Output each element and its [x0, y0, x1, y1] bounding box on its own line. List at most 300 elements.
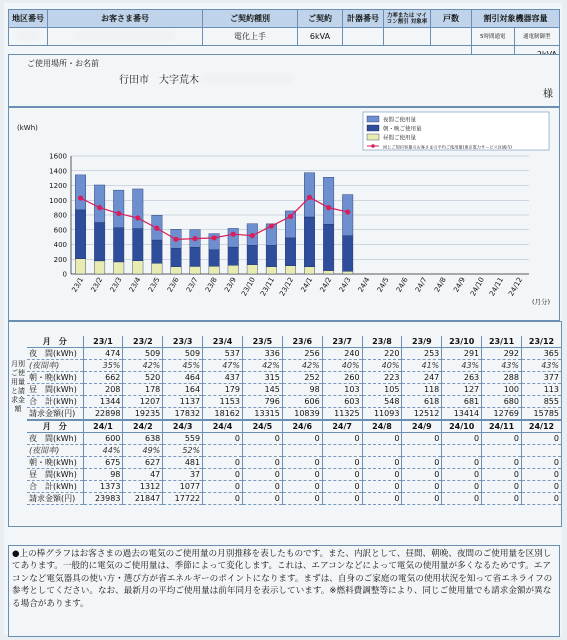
bar-segment — [323, 177, 333, 224]
usage-table — [27, 336, 561, 505]
table-cell — [482, 445, 522, 457]
legend-swatch — [371, 144, 375, 148]
row-label: 月 分 — [27, 420, 83, 433]
table-cell: 24/1 — [83, 420, 123, 433]
table-cell: 40% — [362, 360, 402, 372]
table-cell: 42% — [242, 360, 282, 372]
table-cell: 220 — [362, 348, 402, 360]
table-cell: 600 — [83, 433, 123, 445]
x-tick-label: 24/8 — [433, 276, 448, 294]
y-tick-label: 1400 — [49, 167, 67, 176]
bar-segment — [304, 217, 314, 267]
table-cell: 336 — [242, 348, 282, 360]
table-cell: 0 — [203, 433, 243, 445]
bar-segment — [75, 259, 85, 274]
bar-segment — [113, 228, 123, 262]
table-cell: 24/10 — [442, 420, 482, 433]
table-cell: 0 — [522, 457, 562, 469]
row-label: (夜間率) — [27, 360, 83, 372]
legend-label: 同じご契約容量のお客さまの平均ご使用量(東京電力サービス区域内) — [383, 144, 512, 150]
x-tick-label: 23/6 — [165, 276, 181, 294]
bar-segment — [171, 267, 181, 274]
table-cell: 437 — [203, 372, 243, 384]
table-cell — [362, 445, 402, 457]
table-cell: 13315 — [242, 408, 282, 421]
bar-segment — [266, 267, 276, 274]
table-cell: 113 — [522, 384, 562, 396]
table-cell: 377 — [522, 372, 562, 384]
table-cell: 0 — [402, 481, 442, 493]
table-cell: 0 — [362, 481, 402, 493]
night-row — [27, 348, 561, 360]
x-tick-label: 23/12 — [278, 276, 296, 298]
table-cell: 145 — [242, 384, 282, 396]
honorific: 様 — [543, 89, 553, 100]
x-tick-label: 24/10 — [469, 276, 487, 298]
bar-segment — [247, 265, 257, 274]
legend-swatch — [367, 134, 379, 140]
table-cell: 0 — [242, 457, 282, 469]
bar-segment — [190, 266, 200, 274]
power-factor-value — [384, 28, 431, 46]
y-tick-label: 1000 — [49, 196, 67, 205]
customer-number-label: お客さま番号 — [48, 10, 203, 28]
table-cell: 105 — [362, 384, 402, 396]
average-point — [192, 236, 197, 241]
legend-swatch — [367, 125, 379, 131]
row-label: 請求金額(円) — [27, 408, 83, 421]
table-cell: 0 — [402, 469, 442, 481]
address-text: 行田市 大字荒木 — [119, 71, 292, 86]
table-cell: 15785 — [522, 408, 562, 421]
explanatory-note: ●上の棒グラフはお客さまの過去の電気のご使用量の月別推移を表したものです。また、内訳として、昼間、朝晩、夜間のご使用量を区別してあります。一般的に電気のご使用量は、季節によって変化します。これは、エアコンなどによって電気の使用量が多くなるためです。エアコンなど電気器具の使い方・選び方が省エネルギーのポイントになります。まずは、自身のご家庭の電気の使用状況を知って省エネライフの参考としてください。なお、最新月の平均ご使用量は前年同月を表示しています。※燃料費調整等により、同じご使用量でも請求金額が異なる場合があります。 — [8, 545, 560, 637]
table-cell — [242, 445, 282, 457]
table-cell: 18162 — [203, 408, 243, 421]
table-cell: 520 — [123, 372, 163, 384]
address-label: ご使用場所・お名前 — [27, 59, 99, 68]
table-cell: 509 — [163, 348, 203, 360]
x-tick-label: 24/12 — [507, 276, 525, 298]
household-count-value — [431, 28, 472, 46]
table-cell: 559 — [163, 433, 203, 445]
table-cell: 252 — [282, 372, 322, 384]
row-label: (夜間率) — [27, 445, 83, 457]
table-cell: 481 — [163, 457, 203, 469]
table-cell: 23/7 — [322, 336, 362, 348]
x-tick-label: 23/11 — [259, 276, 277, 298]
bar-segment — [342, 271, 352, 274]
x-tick-label: 23/2 — [89, 276, 105, 294]
bar-segment — [304, 267, 314, 274]
average-point — [307, 195, 312, 200]
table-cell: 23/10 — [442, 336, 482, 348]
table-cell: 24/12 — [522, 420, 562, 433]
y-axis-label: (kWh) — [17, 124, 38, 132]
table-cell: 0 — [282, 469, 322, 481]
table-cell: 240 — [322, 348, 362, 360]
table-cell: 52% — [163, 445, 203, 457]
table-cell: 618 — [402, 396, 442, 408]
table-cell: 0 — [322, 469, 362, 481]
x-tick-label: 24/3 — [337, 276, 353, 294]
table-cell: 0 — [362, 469, 402, 481]
contract-type-value: 電化上手 — [203, 28, 298, 46]
table-cell: 627 — [123, 457, 163, 469]
daytime-row — [27, 469, 561, 481]
average-point — [326, 205, 331, 210]
table-cell: 1153 — [203, 396, 243, 408]
table-cell: 0 — [442, 481, 482, 493]
table-cell: 855 — [522, 396, 562, 408]
table-cell: 24/9 — [402, 420, 442, 433]
bar-segment — [75, 210, 85, 259]
average-point — [345, 209, 350, 214]
table-cell: 23/4 — [203, 336, 243, 348]
table-cell: 22898 — [83, 408, 123, 421]
bar-segment — [190, 247, 200, 266]
x-tick-label: 23/7 — [184, 276, 200, 294]
usage-chart — [8, 107, 560, 321]
row-label: 昼 間(kWh) — [27, 469, 83, 481]
average-point — [269, 223, 274, 228]
table-cell: 0 — [522, 433, 562, 445]
table-cell: 1344 — [83, 396, 123, 408]
x-tick-label: 24/11 — [488, 276, 506, 298]
row-label: 昼 間(kWh) — [27, 384, 83, 396]
average-point — [135, 215, 140, 220]
average-point — [212, 235, 217, 240]
table-cell: 11093 — [362, 408, 402, 421]
night-rate-row — [27, 445, 561, 457]
legend-label: 夜間ご使用量 — [383, 117, 417, 124]
table-cell: 1077 — [163, 481, 203, 493]
bar-segment — [152, 263, 162, 274]
table-cell: 537 — [203, 348, 243, 360]
bar-segment — [342, 195, 352, 236]
bar-segment — [94, 261, 104, 274]
table-cell: 796 — [242, 396, 282, 408]
table-cell: 47% — [203, 360, 243, 372]
table-cell: 0 — [402, 493, 442, 505]
table-cell: 638 — [123, 433, 163, 445]
table-cell: 127 — [442, 384, 482, 396]
customer-number-value — [48, 28, 203, 46]
table-cell: 0 — [402, 457, 442, 469]
y-tick-label: 200 — [53, 255, 67, 264]
table-cell: 606 — [282, 396, 322, 408]
x-tick-label: 23/4 — [127, 276, 143, 294]
table-cell: 23/5 — [242, 336, 282, 348]
table-cell — [402, 445, 442, 457]
table-cell: 103 — [322, 384, 362, 396]
table-cell: 208 — [83, 384, 123, 396]
table-cell: 37 — [163, 469, 203, 481]
household-count-label: 戸数 — [431, 10, 472, 28]
y-tick-label: 600 — [53, 226, 67, 235]
table-cell: 0 — [442, 457, 482, 469]
average-point — [288, 214, 293, 219]
row-label: 夜 間(kWh) — [27, 433, 83, 445]
x-tick-label: 24/1 — [299, 276, 315, 294]
table-cell: 23/6 — [282, 336, 322, 348]
table-cell: 47 — [123, 469, 163, 481]
table-cell: 223 — [362, 372, 402, 384]
bar-segment — [75, 175, 85, 210]
table-cell: 0 — [482, 469, 522, 481]
table-cell: 23/3 — [163, 336, 203, 348]
bill-sheet — [4, 3, 562, 635]
table-cell: 0 — [203, 469, 243, 481]
bar-segment — [113, 190, 123, 228]
table-cell: 23/11 — [482, 336, 522, 348]
usage-chart-svg — [9, 108, 559, 320]
table-cell: 0 — [362, 433, 402, 445]
bar-segment — [94, 223, 104, 261]
contract-kva-value: 6kVA — [298, 28, 343, 46]
x-tick-label: 24/2 — [318, 276, 334, 294]
table-cell: 17722 — [163, 493, 203, 505]
table-cell — [442, 445, 482, 457]
table-cell: 0 — [322, 481, 362, 493]
table-cell: 24/4 — [203, 420, 243, 433]
table-cell: 256 — [282, 348, 322, 360]
table-cell: 12512 — [402, 408, 442, 421]
address-box — [8, 54, 560, 107]
night-rate-row — [27, 360, 561, 372]
table-cell: 42% — [123, 360, 163, 372]
bar-segment — [133, 261, 143, 274]
control-type-label: 通電制御型 — [514, 28, 559, 46]
meter-number-label: 計器番号 — [343, 10, 384, 28]
table-cell: 1312 — [123, 481, 163, 493]
y-tick-label: 800 — [53, 211, 67, 220]
table-cell: 24/5 — [242, 420, 282, 433]
row-label: 月 分 — [27, 336, 83, 348]
bar-segment — [323, 224, 333, 270]
bar-segment — [209, 266, 219, 274]
average-point — [97, 205, 102, 210]
bar-segment — [342, 236, 352, 271]
table-cell: 263 — [442, 372, 482, 384]
month-row — [27, 420, 561, 433]
table-cell: 0 — [482, 457, 522, 469]
x-tick-label: 23/5 — [146, 276, 162, 294]
row-label: 朝・晩(kWh) — [27, 372, 83, 384]
five-hour-label: 5時間通電 — [472, 28, 515, 46]
bar-segment — [285, 266, 295, 274]
table-cell: 0 — [322, 433, 362, 445]
table-cell: 164 — [163, 384, 203, 396]
total-row — [27, 481, 561, 493]
contract-type-label: ご契約種別 — [203, 10, 298, 28]
table-cell: 98 — [282, 384, 322, 396]
bar-segment — [209, 250, 219, 266]
table-cell: 10839 — [282, 408, 322, 421]
y-tick-label: 1600 — [49, 152, 67, 161]
table-cell: 13414 — [442, 408, 482, 421]
table-cell: 1373 — [83, 481, 123, 493]
bar-segment — [152, 240, 162, 263]
row-label: 合 計(kWh) — [27, 396, 83, 408]
table-cell: 0 — [482, 493, 522, 505]
table-cell: 291 — [442, 348, 482, 360]
table-cell: 44% — [83, 445, 123, 457]
table-cell: 292 — [482, 348, 522, 360]
amount-row — [27, 408, 561, 421]
table-cell: 179 — [203, 384, 243, 396]
table-cell: 0 — [282, 493, 322, 505]
table-cell: 12769 — [482, 408, 522, 421]
x-tick-label: 23/8 — [204, 276, 219, 294]
table-cell: 474 — [83, 348, 123, 360]
table-cell: 675 — [83, 457, 123, 469]
table-cell: 43% — [482, 360, 522, 372]
table-cell: 19235 — [123, 408, 163, 421]
table-cell: 0 — [442, 493, 482, 505]
table-cell: 24/3 — [163, 420, 203, 433]
x-tick-label: 23/3 — [108, 276, 124, 294]
table-cell: 0 — [322, 457, 362, 469]
table-cell: 603 — [322, 396, 362, 408]
table-cell: 98 — [83, 469, 123, 481]
table-cell — [522, 445, 562, 457]
bar-segment — [247, 245, 257, 264]
table-cell: 365 — [522, 348, 562, 360]
table-cell: 35% — [83, 360, 123, 372]
legend-label: 朝・晩ご使用量 — [383, 126, 422, 133]
table-cell: 0 — [282, 457, 322, 469]
night-row — [27, 433, 561, 445]
table-cell: 11325 — [322, 408, 362, 421]
table-cell: 0 — [242, 469, 282, 481]
table-cell: 24/7 — [322, 420, 362, 433]
bar-segment — [285, 238, 295, 266]
area-number-label: 地区番号 — [9, 10, 48, 28]
table-cell: 680 — [482, 396, 522, 408]
table-cell: 118 — [402, 384, 442, 396]
table-cell: 0 — [242, 481, 282, 493]
table-cell: 24/2 — [123, 420, 163, 433]
legend-label: 昼間ご使用量 — [383, 135, 417, 142]
table-cell: 0 — [522, 469, 562, 481]
table-cell: 45% — [163, 360, 203, 372]
table-cell: 41% — [402, 360, 442, 372]
table-cell: 43% — [442, 360, 482, 372]
table-cell: 662 — [83, 372, 123, 384]
month-row — [27, 336, 561, 348]
table-cell: 681 — [442, 396, 482, 408]
table-cell: 260 — [322, 372, 362, 384]
table-cell: 1207 — [123, 396, 163, 408]
total-row — [27, 396, 561, 408]
table-side-label: 月別ご使用量と請求金額 — [11, 360, 25, 413]
table-cell: 0 — [203, 493, 243, 505]
row-label: 朝・晩(kWh) — [27, 457, 83, 469]
average-point — [154, 226, 159, 231]
x-axis-label: (月分) — [532, 298, 551, 306]
average-point — [78, 195, 83, 200]
bar-segment — [228, 247, 238, 265]
daytime-row — [27, 384, 561, 396]
bar-segment — [266, 245, 276, 266]
table-cell: 0 — [402, 433, 442, 445]
table-cell: 0 — [522, 493, 562, 505]
table-cell: 0 — [482, 433, 522, 445]
table-cell: 23/8 — [362, 336, 402, 348]
table-cell: 23983 — [83, 493, 123, 505]
bar-segment — [228, 265, 238, 274]
contract-label: ご契約 — [298, 10, 343, 28]
morning-evening-row — [27, 457, 561, 469]
table-cell: 0 — [442, 469, 482, 481]
morning-evening-row — [27, 372, 561, 384]
table-cell: 0 — [482, 481, 522, 493]
table-cell: 100 — [482, 384, 522, 396]
area-number-value — [9, 28, 48, 46]
table-cell: 24/6 — [282, 420, 322, 433]
bar-segment — [133, 189, 143, 229]
row-label: 合 計(kWh) — [27, 481, 83, 493]
table-cell: 253 — [402, 348, 442, 360]
bar-segment — [133, 229, 143, 261]
row-label: 夜 間(kWh) — [27, 348, 83, 360]
y-tick-label: 0 — [62, 270, 67, 279]
x-tick-label: 23/10 — [240, 276, 258, 298]
table-cell: 17832 — [163, 408, 203, 421]
table-cell: 1137 — [163, 396, 203, 408]
x-tick-label: 23/1 — [70, 276, 86, 294]
table-cell: 0 — [242, 433, 282, 445]
table-cell — [203, 445, 243, 457]
bar-segment — [94, 185, 104, 223]
table-cell: 23/12 — [522, 336, 562, 348]
average-point — [173, 237, 178, 242]
table-cell: 464 — [163, 372, 203, 384]
device-capacity-label: 割引対象機器容量 — [472, 10, 560, 28]
table-cell — [322, 445, 362, 457]
table-cell: 0 — [203, 457, 243, 469]
x-tick-label: 24/5 — [375, 276, 391, 294]
table-cell: 0 — [362, 493, 402, 505]
table-cell: 40% — [322, 360, 362, 372]
bar-segment — [113, 262, 123, 274]
table-cell: 49% — [123, 445, 163, 457]
x-tick-label: 24/9 — [452, 276, 467, 294]
table-cell: 24/11 — [482, 420, 522, 433]
table-cell: 288 — [482, 372, 522, 384]
table-cell: 509 — [123, 348, 163, 360]
row-label: 請求金額(円) — [27, 493, 83, 505]
average-point — [250, 233, 255, 238]
table-cell: 247 — [402, 372, 442, 384]
table-cell: 21847 — [123, 493, 163, 505]
table-cell: 42% — [282, 360, 322, 372]
table-cell: 0 — [442, 433, 482, 445]
bar-segment — [228, 228, 238, 247]
average-point — [116, 211, 121, 216]
usage-table-box — [8, 321, 562, 527]
table-cell: 43% — [522, 360, 562, 372]
table-cell: 315 — [242, 372, 282, 384]
table-cell: 23/1 — [83, 336, 123, 348]
x-tick-label: 24/7 — [413, 276, 429, 294]
amount-row — [27, 493, 561, 505]
meter-number-value — [343, 28, 384, 46]
legend-swatch — [367, 116, 379, 122]
x-tick-label: 24/4 — [356, 276, 372, 294]
x-tick-label: 23/9 — [223, 276, 238, 294]
table-cell: 0 — [203, 481, 243, 493]
